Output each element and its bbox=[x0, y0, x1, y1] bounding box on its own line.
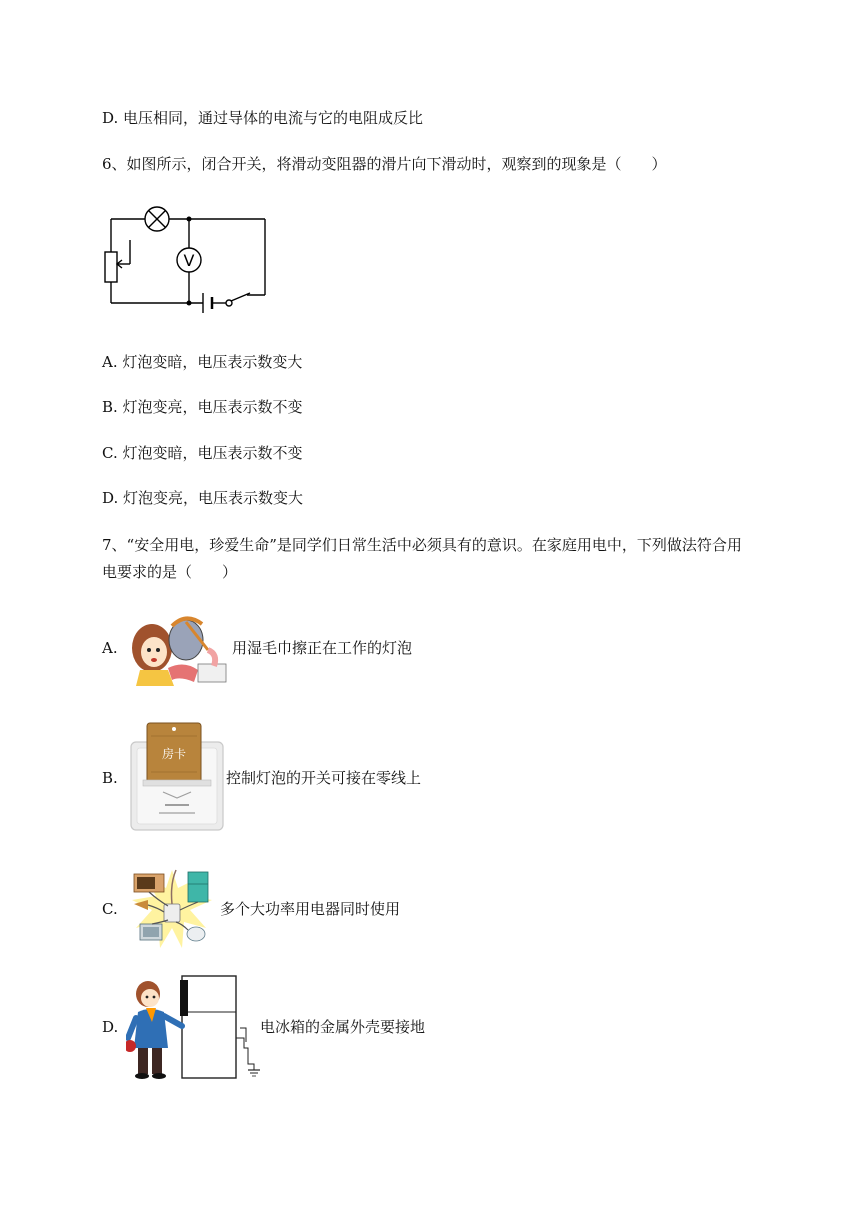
room-card-label: 房卡 bbox=[161, 747, 187, 761]
q7-option-d-letter: D. bbox=[102, 1018, 119, 1036]
fridge-grounding-illustration bbox=[126, 972, 262, 1082]
room-card-switch-illustration bbox=[129, 722, 225, 832]
q7-option-c-text: 多个大功率用电器同时使用 bbox=[220, 900, 401, 918]
q6-option-d: D. 灯泡变亮，电压表示数变大 bbox=[102, 489, 304, 507]
q6-option-a: A. 灯泡变暗，电压表示数变大 bbox=[102, 353, 303, 371]
q7-stem-line2: 电要求的是（ ） bbox=[102, 563, 238, 581]
voltmeter-symbol: V bbox=[183, 251, 195, 270]
q7-stem-line1: 7、“安全用电，珍爱生命”是同学们日常生活中必须具有的意识。在家庭用电中，下列做法符合用 bbox=[102, 536, 742, 554]
q7-option-b-text: 控制灯泡的开关可接在零线上 bbox=[226, 769, 422, 787]
q7-option-b-letter: B. bbox=[102, 769, 118, 787]
circuit-diagram bbox=[100, 200, 275, 325]
q7-option-c-letter: C. bbox=[102, 900, 118, 918]
q5-option-d: D. 电压相同，通过导体的电流与它的电阻成反比 bbox=[102, 109, 424, 127]
q7-option-a-letter: A. bbox=[102, 639, 118, 657]
q7-option-a-text: 用湿毛巾擦正在工作的灯泡 bbox=[232, 639, 413, 657]
q6-option-c: C. 灯泡变暗，电压表示数不变 bbox=[102, 444, 303, 462]
wet-towel-bulb-illustration bbox=[128, 610, 232, 686]
q7-option-d-text: 电冰箱的金属外壳要接地 bbox=[260, 1018, 426, 1036]
overloaded-socket-illustration bbox=[128, 864, 216, 952]
q6-stem: 6、如图所示，闭合开关，将滑动变阻器的滑片向下滑动时，观察到的现象是（ ） bbox=[102, 155, 667, 173]
q6-option-b: B. 灯泡变亮，电压表示数不变 bbox=[102, 398, 303, 416]
